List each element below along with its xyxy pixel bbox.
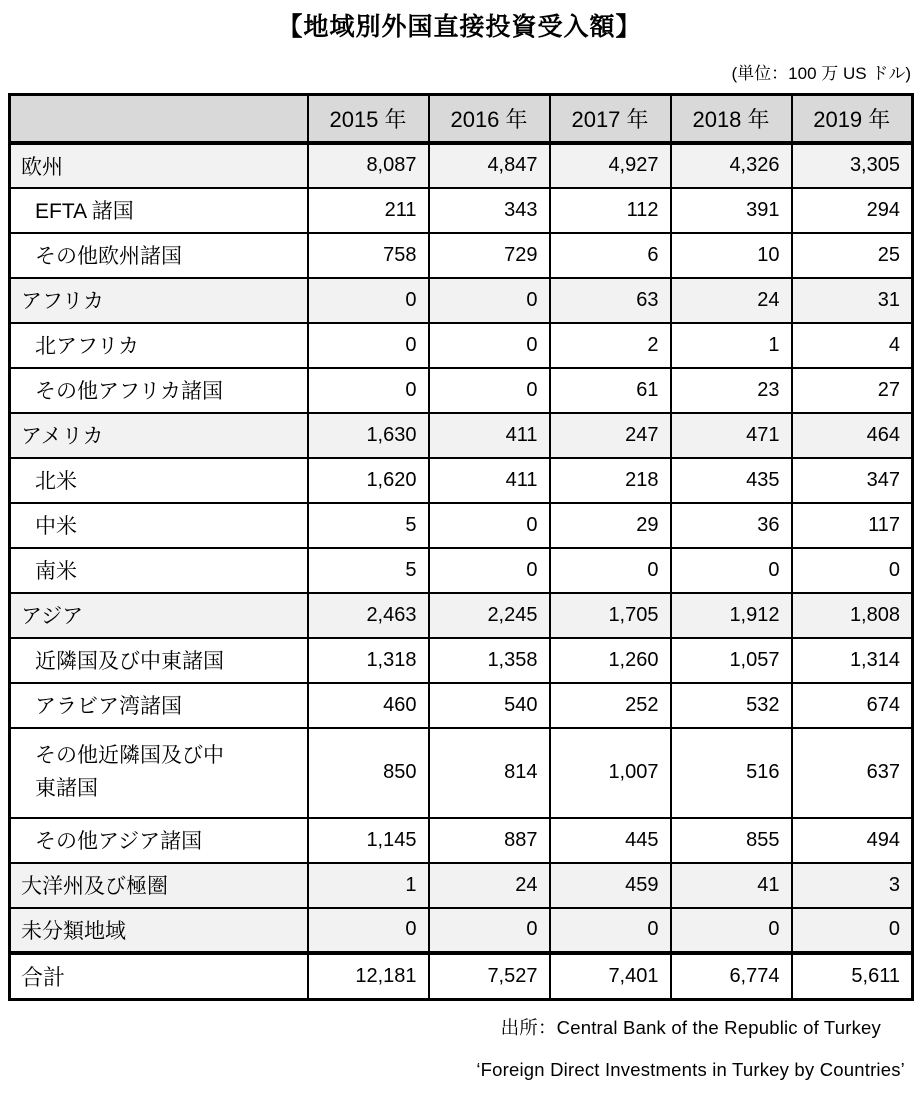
value-cell: 63	[550, 278, 671, 323]
value-cell: 1,260	[550, 638, 671, 683]
value-cell: 460	[308, 683, 429, 728]
value-cell: 1,007	[550, 728, 671, 818]
row-label: 北米	[10, 458, 308, 503]
table-row-total	[10, 953, 913, 1000]
value-cell: 435	[671, 458, 792, 503]
fdi-table	[8, 93, 914, 1001]
table-row-other-africa	[10, 368, 913, 413]
value-cell: 112	[550, 188, 671, 233]
value-cell: 0	[308, 278, 429, 323]
value-cell: 0	[792, 908, 913, 953]
value-cell: 252	[550, 683, 671, 728]
value-cell: 4,927	[550, 143, 671, 188]
value-cell: 4	[792, 323, 913, 368]
row-label: 未分類地域	[10, 908, 308, 953]
row-label: 欧州	[10, 143, 308, 188]
value-cell: 0	[429, 368, 550, 413]
value-cell: 887	[429, 818, 550, 863]
value-cell: 814	[429, 728, 550, 818]
value-cell: 2,245	[429, 593, 550, 638]
row-label: アメリカ	[10, 413, 308, 458]
value-cell: 3	[792, 863, 913, 908]
table-row-north-america	[10, 458, 913, 503]
value-cell: 117	[792, 503, 913, 548]
row-label: アラビア湾諸国	[10, 683, 308, 728]
table-header-row	[10, 95, 913, 143]
row-label: 南米	[10, 548, 308, 593]
value-cell: 3,305	[792, 143, 913, 188]
value-cell: 1,314	[792, 638, 913, 683]
value-cell: 674	[792, 683, 913, 728]
value-cell: 1,318	[308, 638, 429, 683]
value-cell: 532	[671, 683, 792, 728]
value-cell: 7,527	[429, 953, 550, 1000]
value-cell: 211	[308, 188, 429, 233]
column-header-2019: 2019 年	[792, 95, 913, 143]
source-line-2: ‘Foreign Direct Investments in Turkey by Countries’	[476, 1059, 905, 1080]
value-cell: 4,847	[429, 143, 550, 188]
value-cell: 2,463	[308, 593, 429, 638]
value-cell: 1,705	[550, 593, 671, 638]
table-row-other-europe	[10, 233, 913, 278]
value-cell: 6	[550, 233, 671, 278]
value-cell: 459	[550, 863, 671, 908]
value-cell: 0	[792, 548, 913, 593]
value-cell: 1,630	[308, 413, 429, 458]
page-title: 【地域別外国直接投資受入額】	[277, 13, 642, 41]
row-label: 中米	[10, 503, 308, 548]
value-cell: 0	[550, 908, 671, 953]
value-cell: 1,912	[671, 593, 792, 638]
value-cell: 391	[671, 188, 792, 233]
value-cell: 0	[429, 278, 550, 323]
value-cell: 411	[429, 458, 550, 503]
value-cell: 218	[550, 458, 671, 503]
value-cell: 1	[671, 323, 792, 368]
value-cell: 4,326	[671, 143, 792, 188]
value-cell: 0	[308, 368, 429, 413]
value-cell: 41	[671, 863, 792, 908]
value-cell: 23	[671, 368, 792, 413]
value-cell: 343	[429, 188, 550, 233]
value-cell: 7,401	[550, 953, 671, 1000]
value-cell: 27	[792, 368, 913, 413]
value-cell: 411	[429, 413, 550, 458]
value-cell: 0	[429, 908, 550, 953]
value-cell: 540	[429, 683, 550, 728]
column-header-2018: 2018 年	[671, 95, 792, 143]
value-cell: 516	[671, 728, 792, 818]
table-row-central-america	[10, 503, 913, 548]
value-cell: 5	[308, 503, 429, 548]
table-row-america	[10, 413, 913, 458]
value-cell: 850	[308, 728, 429, 818]
unit-note: (単位：100 万 US ドル)	[731, 64, 911, 83]
value-cell: 494	[792, 818, 913, 863]
table-row-asia	[10, 593, 913, 638]
value-cell: 0	[308, 323, 429, 368]
value-cell: 0	[671, 908, 792, 953]
row-label: EFTA 諸国	[10, 188, 308, 233]
value-cell: 0	[429, 503, 550, 548]
row-label: 近隣国及び中東諸国	[10, 638, 308, 683]
row-label: 北アフリカ	[10, 323, 308, 368]
value-cell: 10	[671, 233, 792, 278]
source-note	[0, 1014, 919, 1081]
table-row-africa	[10, 278, 913, 323]
table-row-arabian-gulf	[10, 683, 913, 728]
value-cell: 0	[429, 548, 550, 593]
value-cell: 1,620	[308, 458, 429, 503]
table-row-north-africa	[10, 323, 913, 368]
value-cell: 729	[429, 233, 550, 278]
row-label: アジア	[10, 593, 308, 638]
value-cell: 31	[792, 278, 913, 323]
table-row-other-asia	[10, 818, 913, 863]
value-cell: 855	[671, 818, 792, 863]
column-header-2015: 2015 年	[308, 95, 429, 143]
value-cell: 637	[792, 728, 913, 818]
row-label: アフリカ	[10, 278, 308, 323]
value-cell: 1,057	[671, 638, 792, 683]
value-cell: 0	[308, 908, 429, 953]
value-cell: 0	[671, 548, 792, 593]
table-row-other-neighbors-middle-east	[10, 728, 913, 818]
value-cell: 1,145	[308, 818, 429, 863]
value-cell: 347	[792, 458, 913, 503]
value-cell: 247	[550, 413, 671, 458]
value-cell: 5,611	[792, 953, 913, 1000]
row-label: その他欧州諸国	[10, 233, 308, 278]
row-label: 合計	[10, 953, 308, 1000]
table-row-neighbors-middle-east	[10, 638, 913, 683]
value-cell: 29	[550, 503, 671, 548]
corner-cell	[10, 95, 308, 143]
value-cell: 471	[671, 413, 792, 458]
row-label: 大洋州及び極圏	[10, 863, 308, 908]
row-label: その他近隣国及び中東諸国	[10, 728, 308, 818]
column-header-2016: 2016 年	[429, 95, 550, 143]
value-cell: 25	[792, 233, 913, 278]
value-cell: 1,358	[429, 638, 550, 683]
value-cell: 2	[550, 323, 671, 368]
table-row-oceania-polar	[10, 863, 913, 908]
value-cell: 758	[308, 233, 429, 278]
row-label: その他アフリカ諸国	[10, 368, 308, 413]
value-cell: 6,774	[671, 953, 792, 1000]
value-cell: 36	[671, 503, 792, 548]
value-cell: 8,087	[308, 143, 429, 188]
table-row-europe	[10, 143, 913, 188]
table-row-unclassified	[10, 908, 913, 953]
value-cell: 5	[308, 548, 429, 593]
value-cell: 445	[550, 818, 671, 863]
value-cell: 24	[429, 863, 550, 908]
column-header-2017: 2017 年	[550, 95, 671, 143]
value-cell: 0	[550, 548, 671, 593]
value-cell: 294	[792, 188, 913, 233]
value-cell: 0	[429, 323, 550, 368]
table-row-south-america	[10, 548, 913, 593]
value-cell: 1	[308, 863, 429, 908]
value-cell: 1,808	[792, 593, 913, 638]
value-cell: 12,181	[308, 953, 429, 1000]
value-cell: 61	[550, 368, 671, 413]
table-row-efta	[10, 188, 913, 233]
page	[0, 7, 919, 1094]
source-line-1: 出所：Central Bank of the Republic of Turkey	[500, 1017, 881, 1038]
value-cell: 24	[671, 278, 792, 323]
value-cell: 464	[792, 413, 913, 458]
row-label: その他アジア諸国	[10, 818, 308, 863]
